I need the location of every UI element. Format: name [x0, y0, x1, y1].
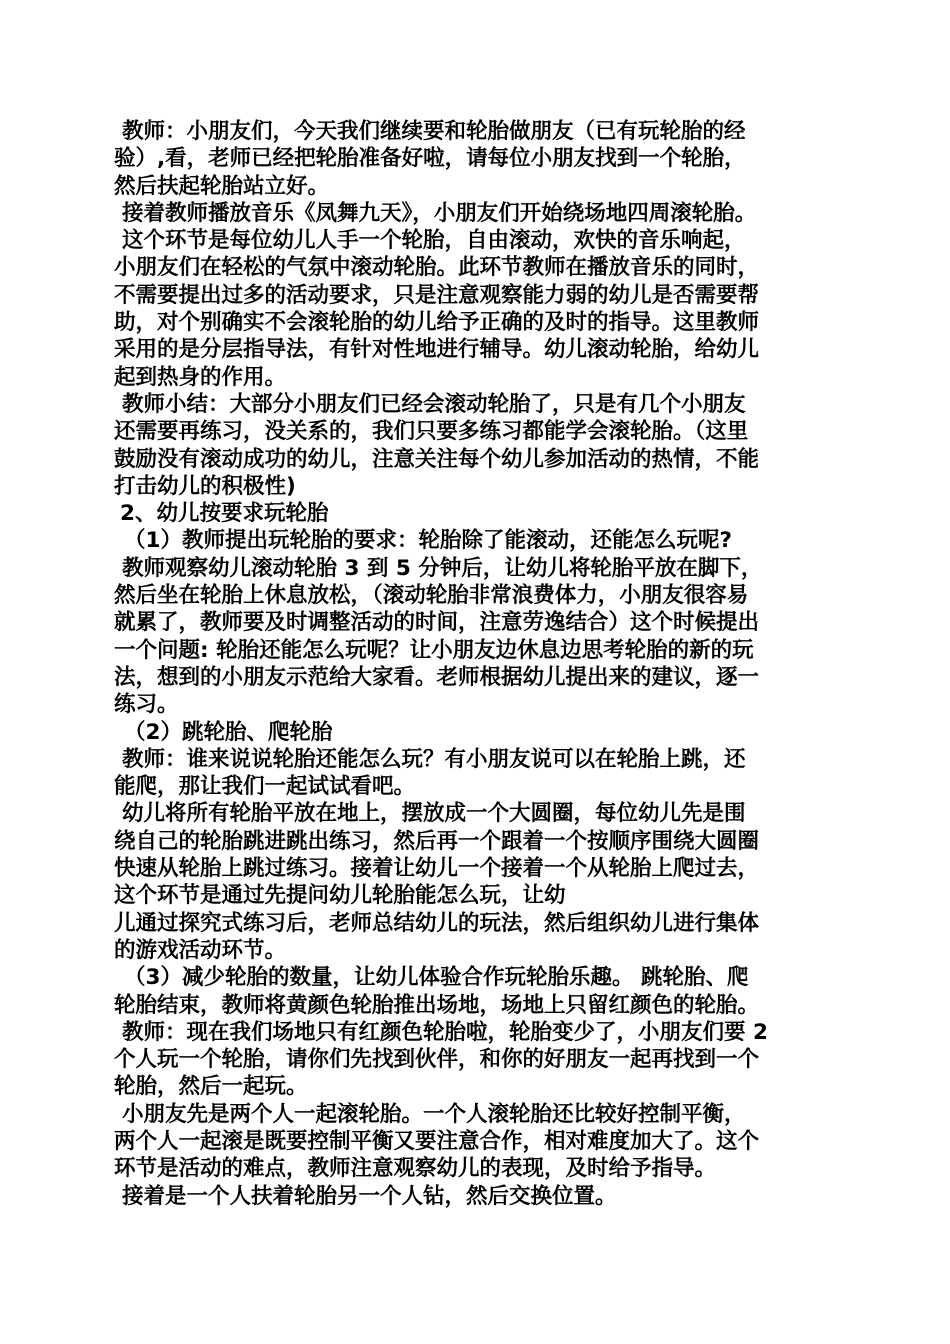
text-line: 教师观察幼儿滚动轮胎 3 到 5 分钟后，让幼儿将轮胎平放在脚下， — [122, 555, 763, 581]
text-line: 的游戏活动环节。 — [114, 937, 287, 963]
text-line: 轮胎，然后一起玩。 — [114, 1074, 308, 1100]
text-line: 轮胎结束，教师将黄颜色轮胎推出场地，场地上只留红颜色的轮胎。 — [114, 992, 760, 1018]
text-line: 接着是一个人扶着轮胎另一个人钻，然后交换位置。 — [122, 1183, 617, 1209]
text-line: 法，想到的小朋友示范给大家看。老师根据幼儿提出来的建议，逐一 — [114, 664, 760, 690]
text-line: 教师：谁来说说轮胎还能怎么玩？有小朋友说可以在轮胎上跳，还 — [122, 746, 746, 772]
text-line: 儿通过探究式练习后，老师总结幼儿的玩法，然后组织幼儿进行集体 — [114, 910, 760, 936]
text-line: 两个人一起滚是既要控制平衡又要注意合作，相对难度加大了。这个 — [114, 1128, 760, 1154]
text-line: 然后扶起轮胎站立好。 — [114, 173, 330, 199]
text-line: 不需要提出过多的活动要求，只是注意观察能力弱的幼儿是否需要帮 — [114, 282, 760, 308]
text-line: 小朋友们在轻松的气氛中滚动轮胎。此环节教师在播放音乐的同时， — [114, 255, 760, 281]
text-line: 然后坐在轮胎上休息放松，（滚动轮胎非常浪费体力，小朋友很容易 — [114, 583, 749, 609]
section-heading: 2、幼儿按要求玩轮胎 — [120, 501, 329, 527]
text-line: 验）,看，老师已经把轮胎准备好啦，请每位小朋友找到一个轮胎， — [114, 146, 746, 172]
text-line: 一个问题: 轮胎还能怎么玩呢？让小朋友边休息边思考轮胎的新的玩 — [114, 637, 754, 663]
text-line: 起到热身的作用。 — [114, 364, 287, 390]
text-line: 教师：小朋友们，今天我们继续要和轮胎做朋友（已有玩轮胎的经 — [122, 119, 746, 144]
text-line: 绕自己的轮胎跳进跳出练习，然后再一个跟着一个按顺序围绕大圆圈 — [114, 828, 760, 854]
text-line: 环节是活动的难点，教师注意观察幼儿的表现，及时给予指导。 — [114, 1156, 717, 1182]
text-line: 幼儿将所有轮胎平放在地上，摆放成一个大圆圈，每位幼儿先是围 — [122, 801, 746, 827]
text-line: 这个环节是通过先提问幼儿轮胎能怎么玩，让幼 — [114, 883, 566, 909]
text-line: 打击幼儿的积极性) — [114, 473, 296, 499]
text-line: 小朋友先是两个人一起滚轮胎。一个人滚轮胎还比较好控制平衡， — [122, 1101, 746, 1127]
text-line: 教师：现在我们场地只有红颜色轮胎啦，轮胎变少了，小朋友们要 2 — [122, 1019, 768, 1045]
text-line: 鼓励没有滚动成功的幼儿，注意关注每个幼儿参加活动的热情，不能 — [114, 446, 760, 472]
text-line: 就累了，教师要及时调整活动的时间，注意劳逸结合）这个时候提出 — [114, 610, 760, 636]
text-line: 快速从轮胎上跳过练习。接着让幼儿一个接着一个从轮胎上爬过去， — [114, 856, 760, 882]
text-line: 练习。 — [114, 692, 179, 718]
text-line: 还需要再练习，没关系的，我们只要多练习都能学会滚轮胎。（这里 — [114, 419, 749, 445]
text-line: 个人玩一个轮胎，请你们先找到伙伴，和你的好朋友一起再找到一个 — [114, 1047, 760, 1073]
text-line: 采用的是分层指导法，有针对性地进行辅导。幼儿滚动轮胎，给幼儿 — [114, 337, 760, 363]
document-body — [114, 118, 838, 1210]
text-line: 助，对个别确实不会滚轮胎的幼儿给予正确的及时的指导。这里教师 — [114, 310, 760, 336]
text-line: 这个环节是每位幼儿人手一个轮胎，自由滚动，欢快的音乐响起， — [122, 228, 746, 254]
text-line: 能爬，那让我们一起试试看吧。 — [114, 774, 416, 800]
text-line: 接着教师播放音乐《凤舞九天》，小朋友们开始绕场地四周滚轮胎。 — [122, 200, 757, 226]
subsection-heading: （3）减少轮胎的数量，让幼儿体验合作玩轮胎乐趣。 跳轮胎、爬 — [124, 965, 749, 991]
subsection-heading: （2）跳轮胎、爬轮胎 — [124, 719, 333, 745]
subsection-heading: （1）教师提出玩轮胎的要求：轮胎除了能滚动，还能怎么玩呢? — [124, 528, 732, 554]
text-line: 教师小结：大部分小朋友们已经会滚动轮胎了，只是有几个小朋友 — [122, 391, 746, 417]
